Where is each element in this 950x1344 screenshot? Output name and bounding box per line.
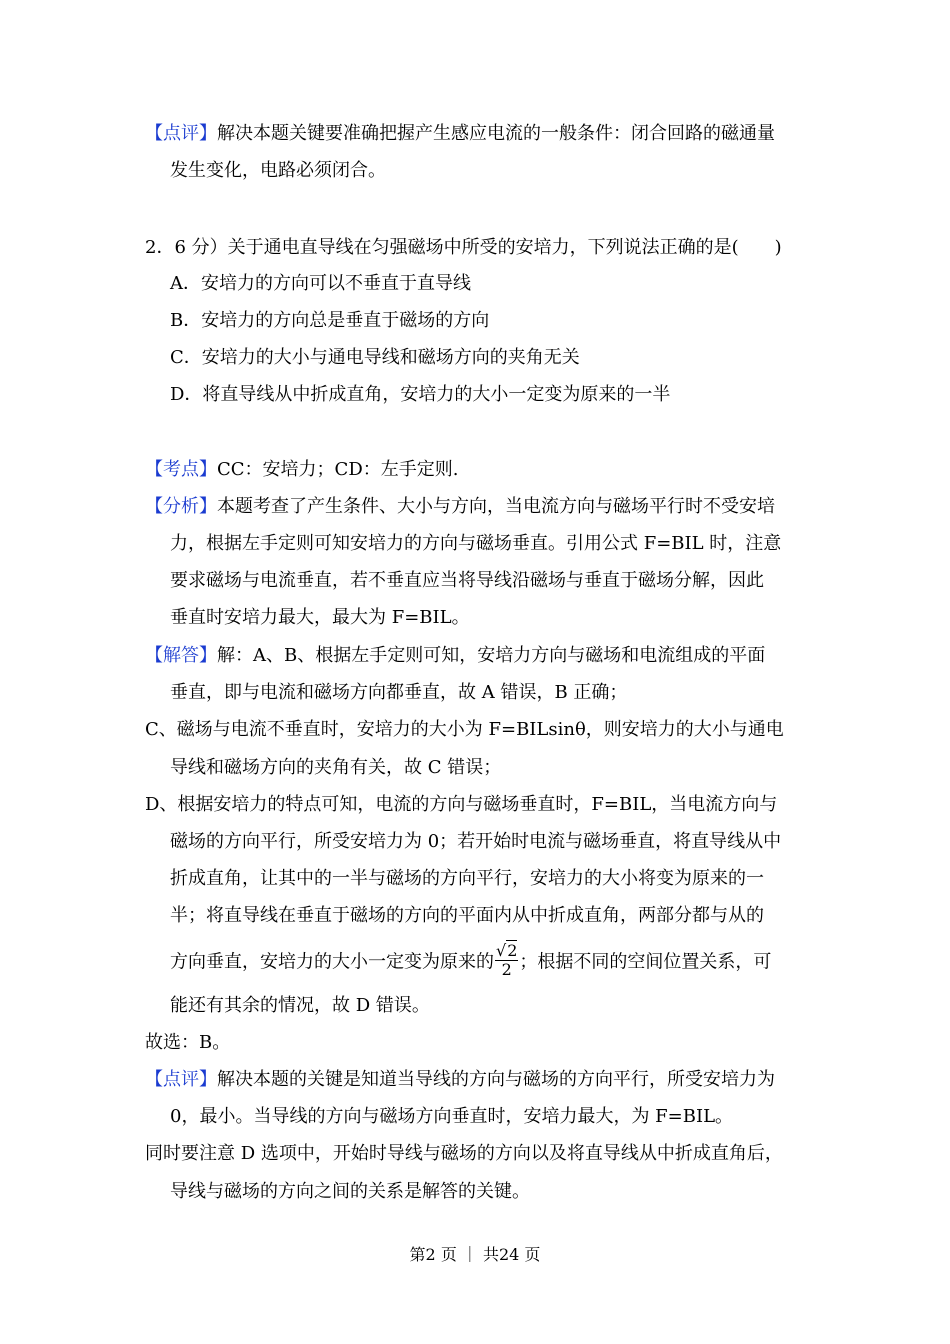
fenxi-line-4: 垂直时安培力最大，最大为 F=BIL。 bbox=[170, 607, 470, 628]
jieda-d-line-6: 能还有其余的情况，故 D 错误。 bbox=[170, 995, 430, 1016]
question-stem: 2．6 分）关于通电直导线在匀强磁场中所受的安培力，下列说法正确的是( ) bbox=[145, 237, 782, 258]
jieda-d-line-3: 折成直角，让其中的一半与磁场的方向平行，安培力的大小将变为原来的一 bbox=[170, 868, 764, 889]
page-footer: 第2 页 ｜ 共24 页 bbox=[409, 1245, 541, 1264]
review-2-line-4: 导线与磁场的方向之间的关系是解答的关键。 bbox=[170, 1181, 530, 1202]
answer-line: 故选：B。 bbox=[145, 1032, 231, 1053]
jieda-line-1: 【解答】解：A、B、根据左手定则可知，安培力方向与磁场和电流组成的平面 bbox=[145, 645, 766, 666]
jieda-d-line-2: 磁场的方向平行，所受安培力为 0；若开始时电流与磁场垂直，将直导线从中 bbox=[170, 831, 782, 852]
review-2-line-3: 同时要注意 D 选项中，开始时导线与磁场的方向以及将直导线从中折成直角后， bbox=[145, 1143, 783, 1164]
jieda-d-line-1: D、根据安培力的特点可知，电流的方向与磁场垂直时，F=BIL，当电流方向与 bbox=[145, 794, 778, 815]
fenxi-line-1: 【分析】本题考查了产生条件、大小与方向，当电流方向与磁场平行时不受安培 bbox=[145, 496, 775, 517]
jieda-c-line-2: 导线和磁场方向的夹角有关，故 C 错误； bbox=[170, 757, 502, 778]
review-tag: 【点评】 bbox=[145, 123, 217, 144]
jieda-c-line-1: C、磁场与电流不垂直时，安培力的大小为 F=BILsinθ，则安培力的大小与通电 bbox=[145, 719, 784, 740]
review-2-line-2: 0，最小。当导线的方向与磁场方向垂直时，安培力最大，为 F=BIL。 bbox=[170, 1106, 734, 1127]
fenxi-tag: 【分析】 bbox=[145, 496, 217, 517]
kaodian-line: 【考点】CC：安培力；CD：左手定则. bbox=[145, 459, 459, 480]
jieda-d-line-5: 方向垂直，安培力的大小一定变为原来的 $\frac{√2}{2}$ ；根据不同的空间位置关系，可 bbox=[170, 941, 772, 979]
jieda-line-2: 垂直，即与电流和磁场方向都垂直，故 A 错误，B 正确； bbox=[170, 682, 628, 703]
sqrt2-over-2-fraction: $\frac{√2}{2}$ bbox=[496, 941, 518, 979]
option-b: B．安培力的方向总是垂直于磁场的方向 bbox=[170, 310, 490, 331]
review-1-line-1: 【点评】解决本题关键要准确把握产生感应电流的一般条件：闭合回路的磁通量 bbox=[145, 123, 775, 144]
option-a: A．安培力的方向可以不垂直于直导线 bbox=[170, 273, 471, 294]
jieda-d-line-4: 半；将直导线在垂直于磁场的方向的平面内从中折成直角，两部分都与从的 bbox=[170, 905, 764, 926]
kaodian-tag: 【考点】 bbox=[145, 459, 217, 480]
review-2-line-1: 【点评】解决本题的关键是知道当导线的方向与磁场的方向平行，所受安培力为 bbox=[145, 1069, 775, 1090]
option-d: D．将直导线从中折成直角，安培力的大小一定变为原来的一半 bbox=[170, 384, 671, 405]
fenxi-line-3: 要求磁场与电流垂直，若不垂直应当将导线沿磁场与垂直于磁场分解，因此 bbox=[170, 570, 764, 591]
review-1-line-2: 发生变化，电路必须闭合。 bbox=[170, 160, 386, 181]
fenxi-line-2: 力，根据左手定则可知安培力的方向与磁场垂直。引用公式 F=BIL 时，注意 bbox=[170, 533, 782, 554]
review-tag-2: 【点评】 bbox=[145, 1069, 217, 1090]
jieda-tag: 【解答】 bbox=[145, 645, 217, 666]
option-c: C．安培力的大小与通电导线和磁场方向的夹角无关 bbox=[170, 347, 580, 368]
